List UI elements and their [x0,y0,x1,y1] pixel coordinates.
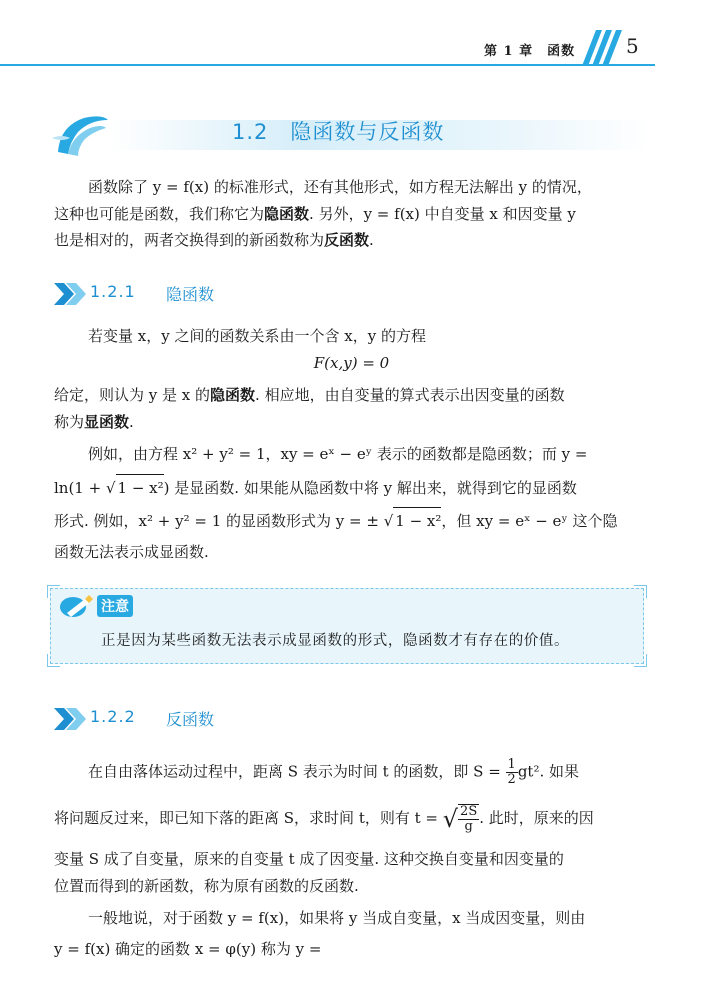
inverse-line-5: 一般地说，对于函数 y = f(x)，如果将 y 当成自变量，x 当成因变量，则由 [88,909,586,927]
section-title-text: 隐函数与反函数 [290,120,445,144]
section-logo-icon [50,108,114,160]
intro-line-2c: . 另外，y = f(x) 中自变量 x 和因变量 y [309,204,576,223]
equation-F [0,354,703,372]
page-number: 5 [626,34,639,58]
implicit-line-2c: . 相应地，由自变量的算式表示出因变量的函数 [255,386,565,404]
fraction-one-half [506,758,518,787]
inverse-line-2a: 将问题反过来，即已知下落的距离 S，求时间 t，则有 t = [54,809,443,827]
inverse-line-2b: . 此时，原来的因 [479,809,594,827]
subsection-number: 1.2.2 [90,707,136,726]
example-line-4: 函数无法表示成显函数. [54,542,209,561]
inverse-line-1a: 在自由落体运动过程中，距离 S 表示为时间 t 的函数，即 S = [88,762,506,781]
subsection-title: 隐函数 [166,285,215,304]
header-rule-end [600,64,655,66]
inverse-paragraph [54,758,646,962]
example-line-2a: ln(1 + [54,478,106,497]
inverse-line-4: 位置而得到的新函数，称为原有函数的反函数. [54,876,359,895]
term-explicit-function: 显函数 [84,412,130,431]
fraction-denominator: 2 [507,772,516,787]
example-line-2b: ) 是显函数. 如果能从隐函数中将 y 解出来，就得到它的显函数 [163,478,577,497]
implicit-line-3a: 称为 [54,412,85,431]
term-inverse-function: 反函数 [324,231,370,249]
section-number: 1.2 [232,120,269,144]
intro-paragraph [54,174,646,254]
fraction-numerator: 1 [507,757,516,772]
note-text: 正是因为某些函数无法表示成显函数的形式，隐函数才有存在的价值。 [101,633,570,649]
page-header [0,0,703,72]
implicit-line-2a: 给定，则认为 y 是 x 的 [54,386,211,404]
header-rule [0,64,600,66]
sqrt-expression-2: 1 − x² [393,507,441,535]
chevron-double-icon [54,283,88,305]
note-corner-br [634,654,647,667]
note-corner-bl [47,654,60,667]
pencil-icon [59,593,95,619]
sqrt-expression-1: 1 − x² [116,474,164,502]
term-implicit-function-2: 隐函数 [210,386,256,404]
subsection-title: 反函数 [166,710,215,729]
section-title [232,116,444,146]
note-corner-tr [634,585,647,598]
fraction-denominator: g [464,819,473,834]
equation-text: F(x,y) = 0 [313,354,390,372]
implicit-intro-line: 若变量 x，y 之间的函数关系由一个含 x，y 的方程 [88,327,426,345]
chevron-double-icon [54,708,88,730]
inverse-line-1b: gt². 如果 [517,762,579,781]
intro-line-2a: 这种也可能是函数，我们称它为 [54,204,265,223]
example-line-3b: ，但 xy = eˣ − eʸ 这个隐 [441,512,618,530]
inverse-line-3: 变量 S 成了自变量，原来的自变量 t 成了因变量. 这种交换自变量和因变量的 [54,850,564,868]
term-implicit-function: 隐函数 [264,204,310,223]
note-label: 注意 [97,595,133,617]
implicit-paragraph-1 [54,323,646,350]
intro-line-3a: 也是相对的，两者交换得到的新函数称为 [54,231,325,249]
intro-line-1: 函数除了 y = f(x) 的标准形式，还有其他形式，如方程无法解出 y 的情况， [88,178,592,196]
intro-line-3c: . [369,231,374,249]
header-stripes-decoration [582,30,622,66]
implicit-paragraph-2: 给定，则认为 y 是 x 的隐函数. 相应地，由自变量的算式表示出因变量的函数 称为显函数. 例如，由方程 x² + y² = 1，xy = eˣ − eʸ 表示的函数都是隐函数；而 y = ln(1 + √ 1 − x²) 是显函数. 如果能从隐函数中将 y 解出来，就得到它的显函数 形式. 例如，x² + y² = 1 的显函数形式为 y = ± √ 1 − x²，但 xy = eˣ − eʸ 这个隐 函数无法表示成显函数. [54,386,618,561]
sqrt-sign: √ [442,804,459,833]
fraction-2S-over-g [458,804,479,834]
implicit-line-3c: . [129,412,134,431]
example-line-1: 例如，由方程 x² + y² = 1，xy = eˣ − eʸ 表示的函数都是隐函数；而 y = [88,445,588,463]
inverse-line-6: y = f(x) 确定的函数 x = φ(y) 称为 y = [54,939,322,958]
fraction-numerator: 2S [460,804,478,819]
note-box [50,588,644,664]
chapter-label: 第 1 章 函数 [484,44,576,59]
subsection-number: 1.2.1 [90,282,136,301]
example-line-3a: 形式. 例如，x² + y² = 1 的显函数形式为 y = ± [54,512,384,530]
